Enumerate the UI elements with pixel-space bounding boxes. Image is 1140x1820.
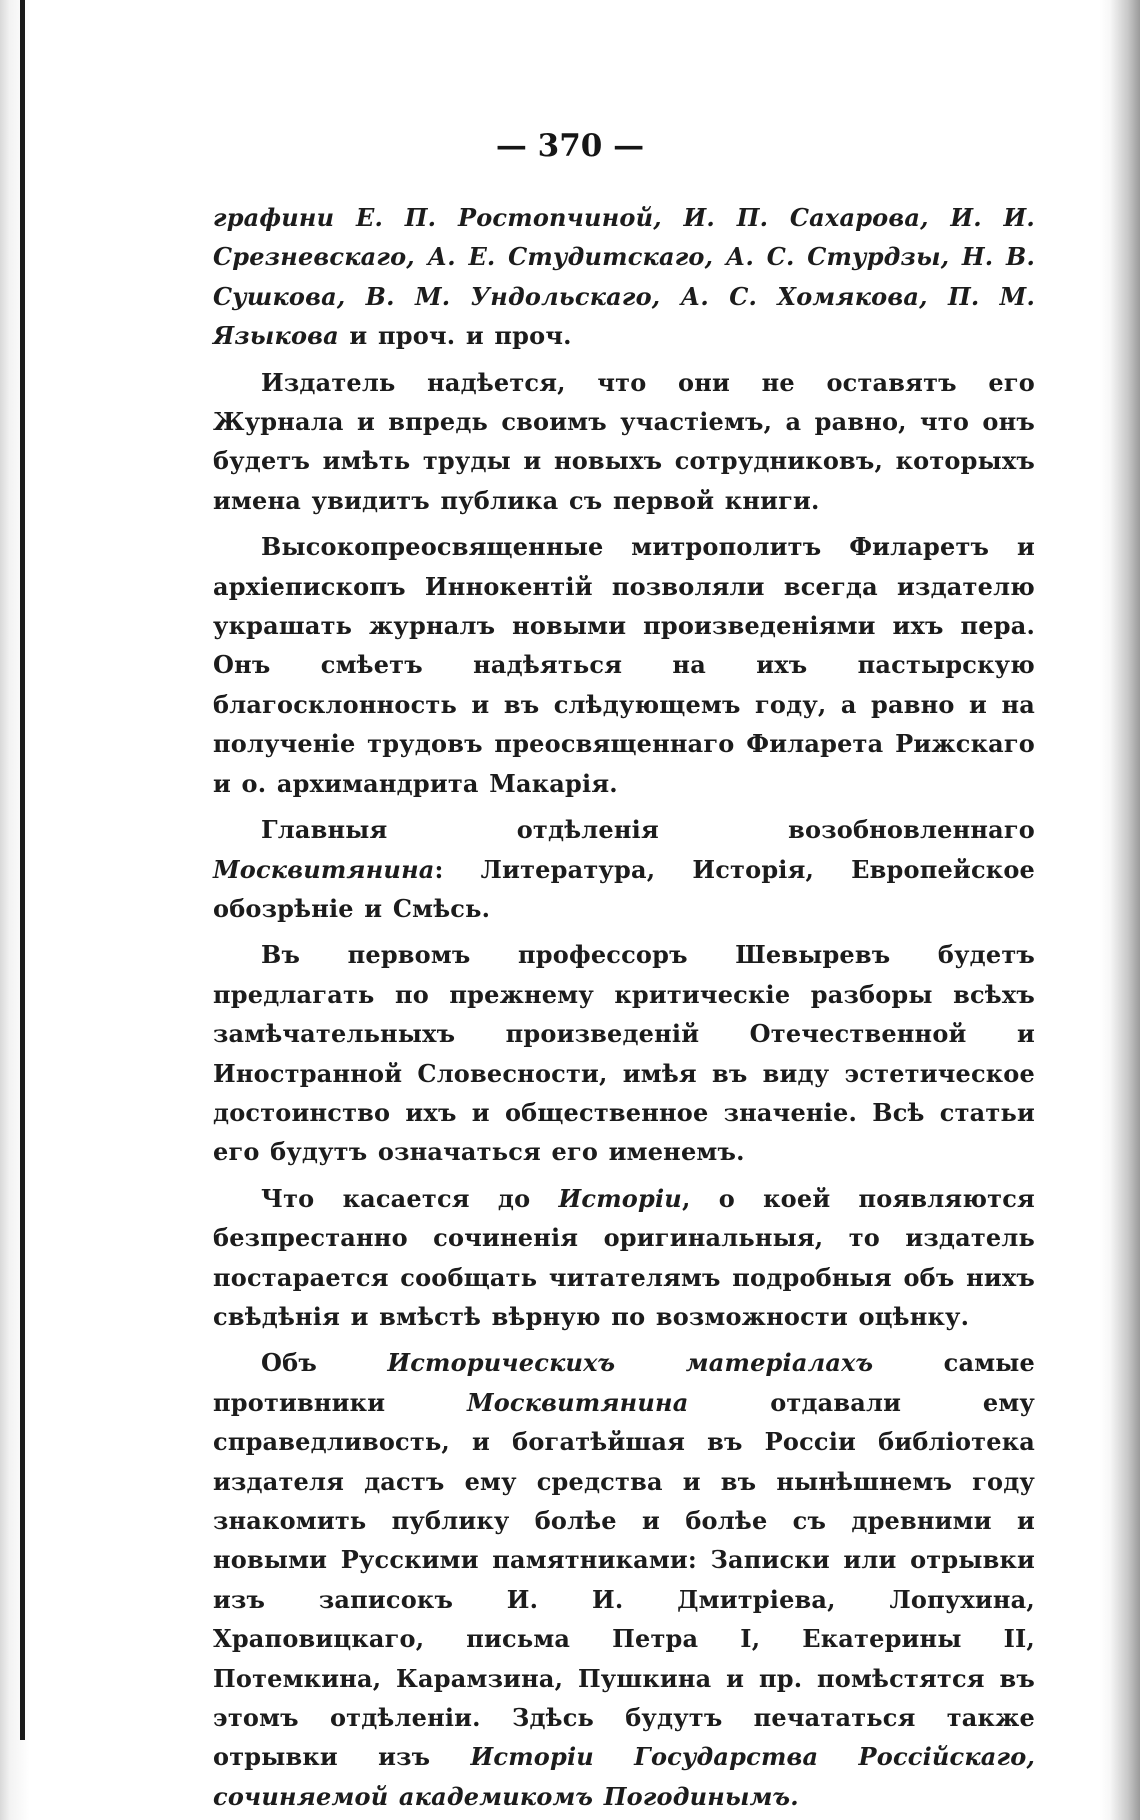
text-run: отдавали ему справедливость, и богатѣйшая въ Россіи библіотека издателя дастъ ему средства и въ нынѣшнемъ году знакомить публику болѣе и болѣе съ древними и новыми Русскими памятниками: Записки или отрывки изъ записокъ И. И. Дмитріева, Лопухина, Храповицкаго, письма Петра I, Екатерины II, Потемкина, Карамзина, Пушкина и пр. помѣстятся въ этомъ отдѣленіи. Здѣсь будутъ печататься также отрывки изъ	[213, 1387, 1035, 1772]
paragraph	[213, 935, 1035, 1171]
text-run: Высокопреосвященные митрополитъ Филаретъ и архіепископъ Иннокентій позволяли всегда издателю украшать журналъ новыми произведеніями ихъ пера. Онъ смѣетъ надѣяться на ихъ пастырскую благосклонность и въ слѣдующемъ году, а равно и на полученіе трудовъ преосвященнаго Филарета Рижскаго и о. архимандрита Макарія.	[213, 532, 1035, 798]
text-run: Въ первомъ профессоръ Шевыревъ будетъ предлагать по прежнему критическіе разборы всѣхъ замѣчательныхъ произведеній Отечественной и Иностранной Словесности, имѣя въ виду эстетическое достоинство ихъ и общественное значеніе. Всѣ статьи его будутъ означаться его именемъ.	[213, 940, 1035, 1167]
italic-text: Москвитянина	[213, 854, 435, 884]
italic-text: Москвитянина	[466, 1387, 689, 1417]
scan-edge-left	[0, 0, 30, 1820]
scan-binding-line	[20, 0, 25, 1740]
text-run: , о коей появляются безпрестанно сочиненія оригинальныя, то издатель постарается сообщать читателямъ подробныя объ нихъ свѣдѣнія и вмѣстѣ вѣрную по возможности оцѣнку.	[213, 1183, 1035, 1331]
text-run: Что касается до	[261, 1183, 559, 1213]
paragraph	[213, 1343, 1035, 1816]
italic-text: Исторіи	[558, 1183, 682, 1213]
text-run: Объ	[261, 1348, 388, 1378]
text-run: Издатель надѣется, что они не оставятъ его Журнала и впредь своимъ участіемъ, а равно, что онъ будетъ имѣть труды и новыхъ сотрудниковъ, которыхъ имена увидитъ публика съ первой книги.	[213, 367, 1035, 515]
page-number: — 370 —	[495, 128, 645, 164]
text-run: самые противники	[213, 1348, 1035, 1417]
scan-edge-right	[1100, 0, 1140, 1820]
italic-text: графини Е. П. Ростопчиной, И. П. Сахарова, И. И. Срезневскаго, А. Е. Студитскаго, А. С. Стурдзы, Н. В. Сушкова, В. М. Ундольскаго, А. С. Хомякова, П. М. Языкова	[213, 203, 1035, 351]
italic-text: Исторіи Государства Россійскаго, сочиняемой академикомъ Погодинымъ.	[213, 1742, 1036, 1811]
text-run: Главныя отдѣленія возобновленнаго	[261, 815, 1035, 845]
paragraph	[213, 363, 1035, 521]
text-run: и проч. и проч.	[338, 321, 572, 351]
paragraph	[213, 1179, 1035, 1337]
paragraph	[213, 198, 1035, 356]
body-text	[213, 198, 1035, 1816]
text-run: : Литература, Исторія, Европейское обозрѣніе и Смѣсь.	[213, 854, 1035, 923]
paragraph	[213, 527, 1035, 803]
paragraph	[213, 810, 1035, 928]
italic-text: Историческихъ матеріалахъ	[387, 1348, 874, 1378]
